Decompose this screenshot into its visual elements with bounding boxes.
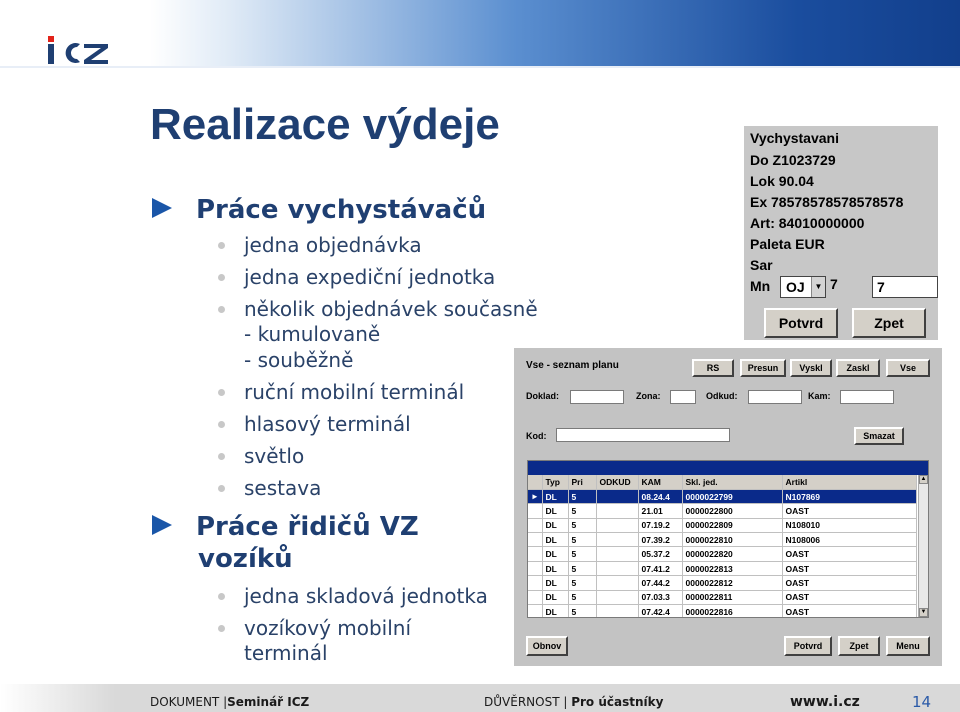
rs-button[interactable]: RS bbox=[692, 359, 734, 377]
table-cell: DL bbox=[542, 489, 568, 503]
table-cell bbox=[596, 518, 638, 532]
sub-item: - souběžně bbox=[244, 348, 354, 372]
table-cell: 5 bbox=[568, 504, 596, 518]
table-row[interactable] bbox=[528, 518, 916, 532]
arrow-bullet-icon bbox=[152, 198, 172, 218]
table-cell: 0000022813 bbox=[682, 561, 782, 575]
plan-table[interactable] bbox=[527, 460, 929, 618]
field-paleta: Paleta EUR bbox=[750, 236, 825, 252]
plan-table-body bbox=[528, 475, 917, 618]
page-number: 14 bbox=[912, 693, 932, 711]
zpet-button[interactable]: Zpet bbox=[838, 636, 880, 656]
footer-document: DOKUMENT |Seminář ICZ bbox=[150, 695, 310, 709]
zona-field[interactable] bbox=[670, 390, 696, 404]
col-header: Pri bbox=[568, 475, 596, 489]
table-cell: 07.42.4 bbox=[638, 605, 682, 618]
handheld-terminal-screen bbox=[744, 126, 938, 340]
screen-title: Vychystavani bbox=[750, 130, 839, 146]
table-row[interactable] bbox=[528, 576, 916, 590]
vse-button[interactable]: Vse bbox=[886, 359, 930, 377]
row-indicator bbox=[528, 518, 542, 532]
section-heading-pickers: Práce vychystávačů bbox=[152, 193, 486, 227]
row-indicator bbox=[528, 576, 542, 590]
scroll-up-icon[interactable]: ▲ bbox=[920, 476, 927, 482]
table-cell: 07.44.2 bbox=[638, 576, 682, 590]
row-indicator bbox=[528, 561, 542, 575]
table-row[interactable] bbox=[528, 504, 916, 518]
table-cell: OAST bbox=[782, 590, 916, 604]
table-cell: 5 bbox=[568, 547, 596, 561]
back-button[interactable]: Zpet bbox=[852, 308, 926, 338]
table-cell: 5 bbox=[568, 533, 596, 547]
table-cell: 5 bbox=[568, 561, 596, 575]
scroll-down-icon[interactable]: ▼ bbox=[920, 609, 927, 615]
row-indicator bbox=[528, 533, 542, 547]
row-indicator bbox=[528, 547, 542, 561]
menu-button[interactable]: Menu bbox=[886, 636, 930, 656]
table-cell: DL bbox=[542, 576, 568, 590]
row-indicator bbox=[528, 504, 542, 518]
footer-url[interactable]: www.i.cz bbox=[790, 694, 860, 710]
table-cell: 08.24.4 bbox=[638, 489, 682, 503]
table-cell: 07.39.2 bbox=[638, 533, 682, 547]
zaskl-button[interactable]: Zaskl bbox=[836, 359, 880, 377]
table-cell: DL bbox=[542, 533, 568, 547]
kam-label: Kam: bbox=[808, 391, 831, 401]
row-indicator bbox=[528, 605, 542, 618]
header-band bbox=[150, 0, 960, 68]
table-cell: 5 bbox=[568, 576, 596, 590]
screen-title: Vse - seznam planu bbox=[526, 360, 619, 371]
sub-item: - kumulovaně bbox=[244, 322, 381, 346]
table-cell: DL bbox=[542, 504, 568, 518]
table-cell: 0000022800 bbox=[682, 504, 782, 518]
table-row[interactable] bbox=[528, 489, 916, 503]
kod-label: Kod: bbox=[526, 431, 547, 441]
section-heading-drivers: Práce řidičů VZ bbox=[152, 510, 419, 544]
col-header: ODKUD bbox=[596, 475, 638, 489]
odkud-field[interactable] bbox=[748, 390, 802, 404]
confirm-button[interactable]: Potvrd bbox=[764, 308, 838, 338]
table-cell: 5 bbox=[568, 518, 596, 532]
table-cell: OAST bbox=[782, 576, 916, 590]
footer-confidentiality: DŮVĚRNOST | Pro účastníky bbox=[484, 695, 664, 709]
unit-select[interactable]: OJ ▼ bbox=[780, 276, 826, 298]
col-header: Typ bbox=[542, 475, 568, 489]
table-row[interactable] bbox=[528, 605, 916, 618]
zona-label: Zona: bbox=[636, 391, 661, 401]
table-cell: 0000022799 bbox=[682, 489, 782, 503]
vertical-scrollbar[interactable] bbox=[918, 475, 928, 617]
unit-qty: 7 bbox=[830, 276, 838, 292]
table-cell bbox=[596, 590, 638, 604]
col-header: Artikl bbox=[782, 475, 916, 489]
table-cell bbox=[596, 489, 638, 503]
table-cell bbox=[596, 547, 638, 561]
quantity-input[interactable]: 7 bbox=[872, 276, 938, 298]
table-cell: OAST bbox=[782, 561, 916, 575]
table-cell: 5 bbox=[568, 605, 596, 618]
field-sar: Sar bbox=[750, 257, 773, 273]
table-cell: 5 bbox=[568, 590, 596, 604]
table-cell: DL bbox=[542, 605, 568, 618]
presun-button[interactable]: Presun bbox=[740, 359, 786, 377]
dropdown-arrow-icon[interactable]: ▼ bbox=[811, 277, 825, 297]
table-cell: 21.01 bbox=[638, 504, 682, 518]
table-cell: DL bbox=[542, 518, 568, 532]
row-indicator bbox=[528, 590, 542, 604]
table-cell: OAST bbox=[782, 547, 916, 561]
list-item-cont: terminál bbox=[244, 641, 328, 665]
table-cell: N108006 bbox=[782, 533, 916, 547]
table-cell: 0000022816 bbox=[682, 605, 782, 618]
table-cell: OAST bbox=[782, 504, 916, 518]
table-cell: 0000022812 bbox=[682, 576, 782, 590]
header-divider bbox=[0, 66, 960, 68]
table-cell: DL bbox=[542, 547, 568, 561]
section-heading-drivers-cont: vozíků bbox=[198, 544, 293, 574]
kod-field[interactable] bbox=[556, 428, 730, 442]
table-cell: OAST bbox=[782, 605, 916, 618]
table-cell bbox=[596, 576, 638, 590]
table-cell: 0000022809 bbox=[682, 518, 782, 532]
vyskl-button[interactable]: Vyskl bbox=[790, 359, 832, 377]
potvrd-button[interactable]: Potvrd bbox=[784, 636, 832, 656]
table-cell bbox=[596, 561, 638, 575]
field-art: Art: 84010000000 bbox=[750, 215, 865, 231]
table-cell: 0000022820 bbox=[682, 547, 782, 561]
table-cell: 0000022810 bbox=[682, 533, 782, 547]
smazat-button[interactable]: Smazat bbox=[854, 427, 904, 445]
obnov-button[interactable]: Obnov bbox=[526, 636, 568, 656]
icz-logo bbox=[46, 34, 110, 68]
field-do: Do Z1023729 bbox=[750, 152, 836, 168]
table-cell: 07.19.2 bbox=[638, 518, 682, 532]
table-cell: DL bbox=[542, 561, 568, 575]
kam-field[interactable] bbox=[840, 390, 894, 404]
table-cell: 0000022811 bbox=[682, 590, 782, 604]
field-mn-label: Mn bbox=[750, 278, 771, 294]
table-cell: N107869 bbox=[782, 489, 916, 503]
table-row[interactable] bbox=[528, 561, 916, 575]
field-lok: Lok 90.04 bbox=[750, 173, 814, 189]
table-row[interactable] bbox=[528, 533, 916, 547]
table-cell: 5 bbox=[568, 489, 596, 503]
table-header-row bbox=[528, 475, 916, 489]
table-cell bbox=[596, 504, 638, 518]
doklad-field[interactable] bbox=[570, 390, 624, 404]
table-cell: 05.37.2 bbox=[638, 547, 682, 561]
slide: Realizace výdeje Práce vychystávačů jedna objednávka jedna expediční jednotka několik objednávek současně - kumulovaně - souběžně ruční mobilní terminál hlasový terminál světlo sestava Práce řidičů VZ vozíků jedna skladová jednotka vozíkový mobilní terminál Vychystavani Do Z1023729 Lok 90.04 Ex 78578578578578578 Art: 84010000000 Paleta EUR Sar Mn OJ ▼ 7 7 Potvrd Zpet Vse - seznam planu RS Presun Vyskl Zaskl Vse Doklad: Zona: Odkud: Kam: Kod: Smazat Typ Pri ODKUD KAM Skl. jed. Artikl ▸ DL 5 08.24.4 0000022799 N107869 DL 5 21.01 0000022800 OAST DL 5 07.19.2 0000022809 N108010 DL 5 07.39.2 0000022810 N108006 DL 5 05.37.2 0000022820 OAST DL 5 07.41.2 0000022813 OAST DL 5 07.44.2 0000022812 OAST DL 5 07.03.3 0000022811 OAST DL 5 07.42.4 0000022816 OAST ▲ ▼ Obnov Potvrd Zpet Menu DOKUMENT |Seminář ICZ DŮVĚRNOST | Pro účastníky www.i.cz 14 bbox=[0, 0, 960, 712]
col-header: Skl. jed. bbox=[682, 475, 782, 489]
col-header: KAM bbox=[638, 475, 682, 489]
vehicle-terminal-screen bbox=[514, 348, 942, 666]
table-cell: DL bbox=[542, 590, 568, 604]
page-title: Realizace výdeje bbox=[150, 100, 500, 149]
table-row[interactable] bbox=[528, 547, 916, 561]
table-cell: 07.41.2 bbox=[638, 561, 682, 575]
table-cell: 07.03.3 bbox=[638, 590, 682, 604]
table-cell: N108010 bbox=[782, 518, 916, 532]
field-ex: Ex 78578578578578578 bbox=[750, 194, 904, 210]
table-row[interactable] bbox=[528, 590, 916, 604]
arrow-bullet-icon bbox=[152, 515, 172, 535]
doklad-label: Doklad: bbox=[526, 391, 560, 401]
table-cell bbox=[596, 605, 638, 618]
row-indicator: ▸ bbox=[528, 489, 542, 503]
odkud-label: Odkud: bbox=[706, 391, 738, 401]
table-cell bbox=[596, 533, 638, 547]
